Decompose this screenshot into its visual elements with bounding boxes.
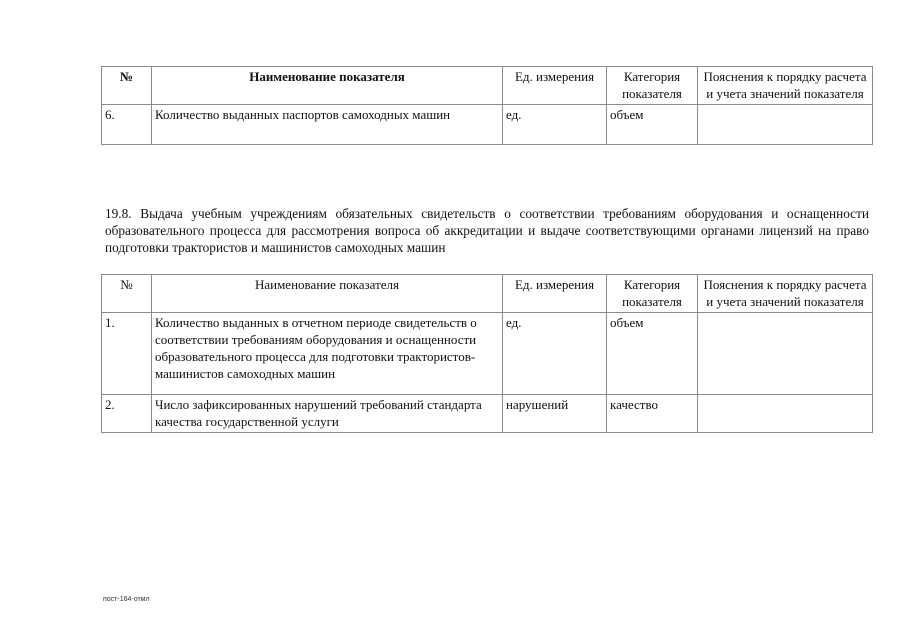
header-unit: Ед. измерения <box>503 67 607 105</box>
header-name: Наименование показателя <box>152 275 503 313</box>
header-notes: Пояснения к порядку расчета и учета значений показателя <box>698 275 873 313</box>
table-row <box>102 395 873 433</box>
header-category: Категория показателя <box>607 275 698 313</box>
row-category: качество <box>607 395 698 433</box>
row-num: 1. <box>102 313 152 395</box>
header-notes: Пояснения к порядку расчета и учета значений показателя <box>698 67 873 105</box>
table-row <box>102 105 873 145</box>
indicators-table-2 <box>101 274 873 433</box>
row-num: 2. <box>102 395 152 433</box>
header-unit: Ед. измерения <box>503 275 607 313</box>
row-unit: нарушений <box>503 395 607 433</box>
table-header-row <box>102 275 873 313</box>
row-category: объем <box>607 313 698 395</box>
header-name: Наименование показателя <box>152 67 503 105</box>
indicators-table-1 <box>101 66 873 145</box>
file-footer-label: пост-164-отмл <box>103 596 150 603</box>
section-heading-paragraph: 19.8. Выдача учебным учреждениям обязательных свидетельств о соответствии требованиям оборудования и оснащенности образовательного процесса для рассмотрения вопроса об аккредитации и выдаче соответствующими органами лицензий на право подготовки трактористов и машинистов самоходных машин <box>105 206 869 255</box>
header-num: № <box>102 275 152 313</box>
row-notes <box>698 313 873 395</box>
row-notes <box>698 105 873 145</box>
table-header-row <box>102 67 873 105</box>
row-notes <box>698 395 873 433</box>
row-name: Количество выданных в отчетном периоде свидетельств о соответствии требованиям оборудования и оснащенности образовательного процесса для подготовки трактористов-машинистов самоходных машин <box>152 313 503 395</box>
row-unit: ед. <box>503 313 607 395</box>
header-category: Категория показателя <box>607 67 698 105</box>
row-name: Количество выданных паспортов самоходных машин <box>152 105 503 145</box>
row-category: объем <box>607 105 698 145</box>
row-num: 6. <box>102 105 152 145</box>
row-unit: ед. <box>503 105 607 145</box>
table-row <box>102 313 873 395</box>
header-num: № <box>102 67 152 105</box>
row-name: Число зафиксированных нарушений требований стандарта качества государственной услуги <box>152 395 503 433</box>
